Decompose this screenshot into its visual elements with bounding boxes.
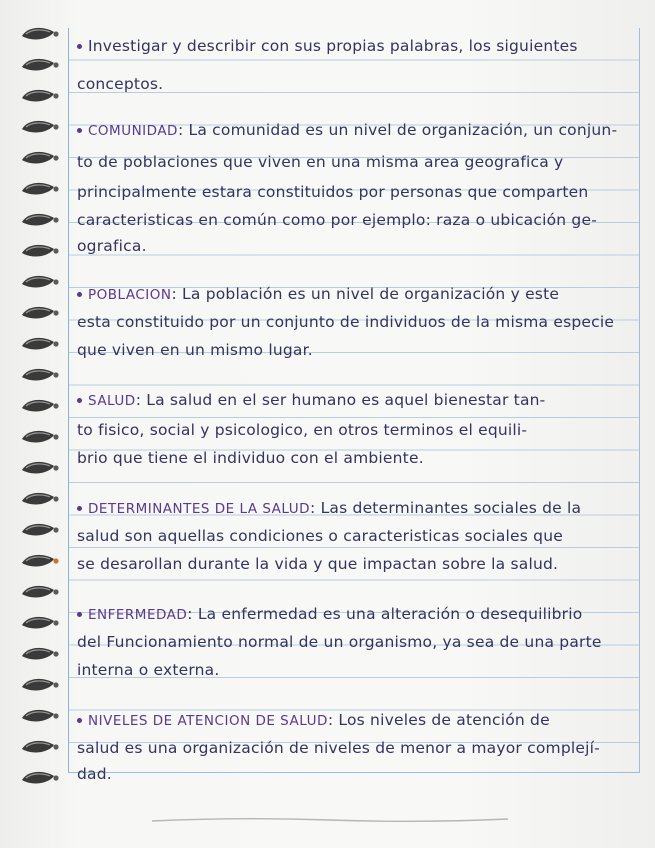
bullet-icon	[77, 718, 82, 723]
spiral-ring	[22, 245, 59, 257]
spiral-ring	[22, 369, 59, 381]
bullet-icon	[77, 44, 82, 49]
pencil-mark	[150, 815, 510, 825]
spiral-ring	[22, 152, 59, 164]
bullet-icon	[77, 506, 82, 511]
bullet-icon	[77, 398, 82, 403]
spiral-ring	[22, 121, 59, 133]
spiral-ring	[22, 524, 59, 536]
spiral-ring	[22, 214, 59, 226]
intro-line-2: conceptos.	[77, 75, 164, 93]
intro-line-1: Investigar y describir con sus propias palabras, los siguientes	[77, 34, 629, 58]
concept-comunidad-line: ografica.	[77, 237, 147, 255]
spiral-ring	[22, 28, 59, 40]
bullet-icon	[77, 612, 82, 617]
concept-niveles-line: dad.	[77, 765, 112, 783]
spiral-ring	[22, 431, 59, 443]
concept-determinantes-line: se desarollan durante la vida y que impactan sobre la salud.	[77, 555, 559, 573]
spiral-ring	[22, 555, 59, 567]
concept-poblacion-heading: POBLACION: La población es un nivel de organización y este	[77, 282, 629, 306]
concept-salud-line: brio que tiene el individuo con el ambiente.	[77, 449, 424, 467]
spiral-ring	[22, 679, 59, 691]
concept-determinantes-line: salud son aquellas condiciones o caracteristicas sociales que	[77, 527, 563, 545]
spiral-ring	[22, 307, 59, 319]
concept-niveles-heading: NIVELES DE ATENCION DE SALUD: Los niveles de atención de	[77, 708, 629, 732]
term-poblacion: POBLACION	[88, 287, 172, 303]
concept-poblacion-line: que viven en un mismo lugar.	[77, 341, 313, 359]
spiral-ring	[22, 741, 59, 753]
concept-enfermedad-line: del Funcionamiento normal de un organismo, ya sea de una parte	[77, 633, 602, 651]
concept-comunidad-line: principalmente estara constituidos por personas que comparten	[77, 183, 589, 201]
spiral-ring	[22, 493, 59, 505]
concept-comunidad-line: caracteristicas en común como por ejemplo: raza o ubicación ge-	[77, 211, 598, 229]
spiral-ring	[22, 710, 59, 722]
spiral-binding	[18, 20, 60, 810]
concept-determinantes-heading: DETERMINANTES DE LA SALUD: Las determinantes sociales de la	[77, 496, 629, 520]
spiral-ring	[22, 648, 59, 660]
term-comunidad: COMUNIDAD	[88, 123, 178, 139]
concept-comunidad-line: to de poblaciones que viven en una misma area geografica y	[77, 153, 564, 171]
spiral-ring	[22, 59, 59, 71]
term-enfermedad: ENFERMEDAD	[88, 607, 188, 623]
term-determinantes: DETERMINANTES DE LA SALUD	[88, 501, 311, 517]
bullet-icon	[77, 128, 82, 133]
concept-poblacion-line: esta constituido por un conjunto de individuos de la misma especie	[77, 313, 615, 331]
spiral-ring	[22, 462, 59, 474]
concept-niveles-line: salud es una organización de niveles de menor a mayor complejí-	[77, 739, 600, 757]
spiral-ring	[22, 400, 59, 412]
concept-comunidad-heading: COMUNIDAD: La comunidad es un nivel de organización, un conjun-	[77, 118, 629, 142]
concept-salud-heading: SALUD: La salud en el ser humano es aquel bienestar tan-	[77, 388, 629, 412]
term-niveles: NIVELES DE ATENCION DE SALUD	[88, 713, 328, 729]
bullet-icon	[77, 292, 82, 297]
concept-enfermedad-heading: ENFERMEDAD: La enfermedad es una alteración o desequilibrio	[77, 602, 629, 626]
spiral-ring	[22, 586, 59, 598]
spiral-ring	[22, 183, 59, 195]
spiral-ring	[22, 90, 59, 102]
spiral-ring	[22, 338, 59, 350]
spiral-ring	[22, 617, 59, 629]
concept-enfermedad-line: interna o externa.	[77, 661, 220, 679]
spiral-ring	[22, 276, 59, 288]
concept-salud-line: to fisico, social y psicologico, en otros terminos el equili-	[77, 421, 528, 439]
lined-paper	[68, 28, 640, 783]
spiral-ring	[22, 772, 59, 784]
term-salud: SALUD	[88, 393, 136, 409]
